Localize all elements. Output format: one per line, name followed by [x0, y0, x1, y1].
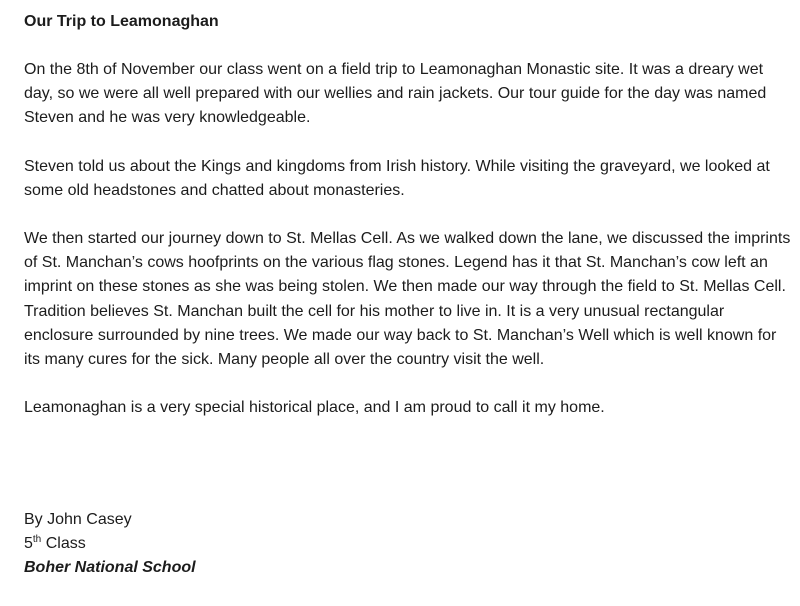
signature-block — [24, 508, 196, 580]
paragraph-journey: We then started our journey down to St. Mellas Cell. As we walked down the lane, we discussed the imprints of St. Manchan’s cows hoofprints on the various flag stones. Legend has it that St. Manchan’s cow left an imprint on these stones as she was being stolen. We then made our way through the field to St. Mellas Cell. Tradition believes St. Manchan built the cell for his mother to live in. It is a very unusual rectangular enclosure surrounded by nine trees. We made our way back to St. Manchan’s Well which is well known for its many cures for the sick. Many people all over the country visit the well. — [24, 230, 791, 369]
paragraph-history: Steven told us about the Kings and kingdoms from Irish history. While visiting the graveyard, we looked at some old headstones and chatted about monasteries. — [24, 157, 770, 199]
article-title: Our Trip to Leamonaghan — [24, 13, 219, 30]
class-suffix: th — [32, 534, 42, 545]
school-name: Boher National School — [24, 559, 196, 576]
class-number: 5 — [24, 535, 33, 552]
article — [24, 10, 794, 420]
author-line: By John Casey — [24, 511, 132, 528]
class-line — [24, 532, 196, 556]
paragraph-conclusion: Leamonaghan is a very special historical place, and I am proud to call it my home. — [24, 399, 605, 417]
paragraph-intro: On the 8th of November our class went on a field trip to Leamonaghan Monastic site. It was a dreary wet day, so we were all well prepared with our wellies and rain jackets. Our tour guide for the day was named Steven and he was very knowledgeable. — [24, 61, 767, 127]
class-word: Class — [45, 535, 86, 552]
